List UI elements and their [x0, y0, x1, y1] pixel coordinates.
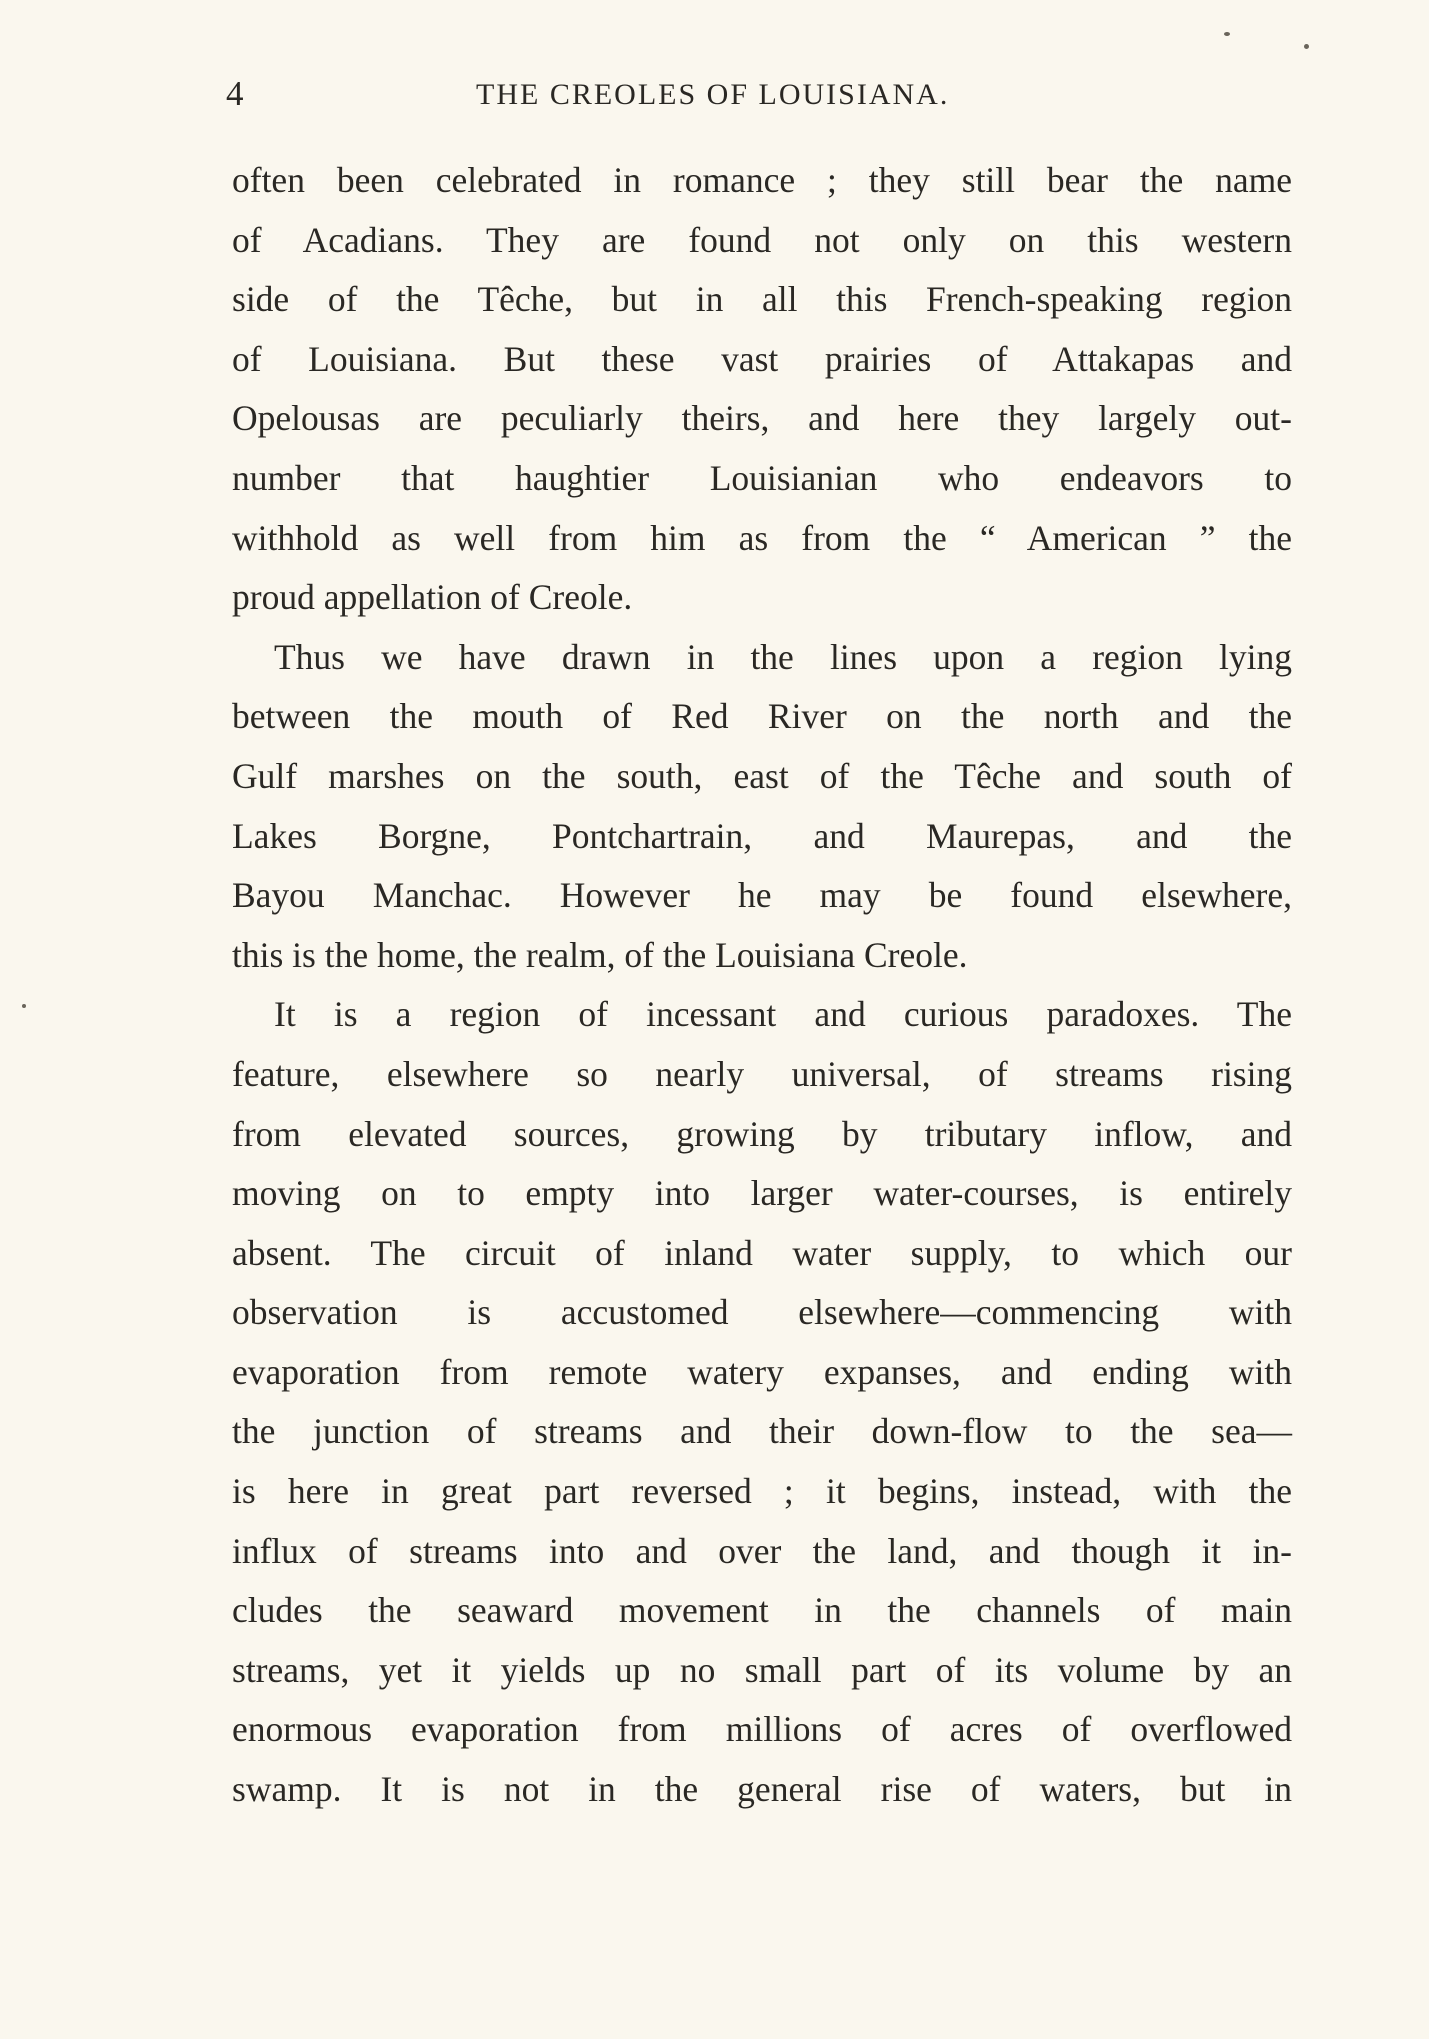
text-line: Gulf marshes on the south, east of the Têche and south of [232, 755, 1292, 796]
text-line: between the mouth of Red River on the north and the [232, 696, 1292, 737]
ink-speck [1224, 32, 1230, 36]
text-line: cludes the seaward movement in the channels of main [232, 1590, 1292, 1631]
text-line: of Acadians. They are found not only on this western [232, 219, 1292, 260]
text-line: side of the Têche, but in all this French-speaking region [232, 279, 1292, 320]
text-line: absent. The circuit of inland water supply, to which our [232, 1232, 1292, 1273]
text-line: Lakes Borgne, Pontchartrain, and Maurepas, and the [232, 815, 1292, 856]
body-text [232, 151, 1292, 1820]
text-line: evaporation from remote watery expanses, and ending with [232, 1351, 1292, 1392]
text-line: is here in great part reversed ; it begins, instead, with the [232, 1471, 1292, 1512]
paragraph [232, 985, 1292, 1819]
text-line: number that haughtier Louisianian who endeavors to [232, 457, 1292, 498]
page-number: 4 [226, 74, 244, 113]
text-line: influx of streams into and over the land, and though it in- [232, 1530, 1292, 1571]
ink-speck [22, 1004, 26, 1008]
text-line: from elevated sources, growing by tributary inflow, and [232, 1113, 1292, 1154]
text-line: Thus we have drawn in the lines upon a region lying [274, 636, 1292, 677]
text-line: streams, yet it yields up no small part of its volume by an [232, 1649, 1292, 1690]
page-header [226, 74, 1302, 124]
paragraph [232, 628, 1292, 986]
text-line: feature, elsewhere so nearly universal, of streams rising [232, 1053, 1292, 1094]
text-line: this is the home, the realm, of the Louisiana Creole. [232, 934, 968, 975]
text-line: moving on to empty into larger water-courses, is entirely [232, 1173, 1292, 1214]
text-line: withhold as well from him as from the “ American ” the [232, 517, 1292, 558]
text-line: the junction of streams and their down-flow to the sea— [232, 1411, 1292, 1452]
text-line: proud appellation of Creole. [232, 577, 633, 618]
ink-speck [1304, 44, 1309, 49]
text-line: Opelousas are peculiarly theirs, and here they largely out- [232, 398, 1292, 439]
text-line: Bayou Manchac. However he may be found elsewhere, [232, 875, 1292, 916]
text-line: often been celebrated in romance ; they still bear the name [232, 160, 1292, 200]
text-line: observation is accustomed elsewhere—commencing with [232, 1292, 1292, 1333]
text-line: enormous evaporation from millions of acres of overflowed [232, 1709, 1292, 1750]
running-title: THE CREOLES OF LOUISIANA. [476, 78, 950, 111]
paragraph [232, 151, 1292, 628]
text-line: It is a region of incessant and curious paradoxes. The [274, 994, 1292, 1035]
text-line: swamp. It is not in the general rise of waters, but in [232, 1769, 1292, 1810]
text-line: of Louisiana. But these vast prairies of Attakapas and [232, 338, 1292, 379]
